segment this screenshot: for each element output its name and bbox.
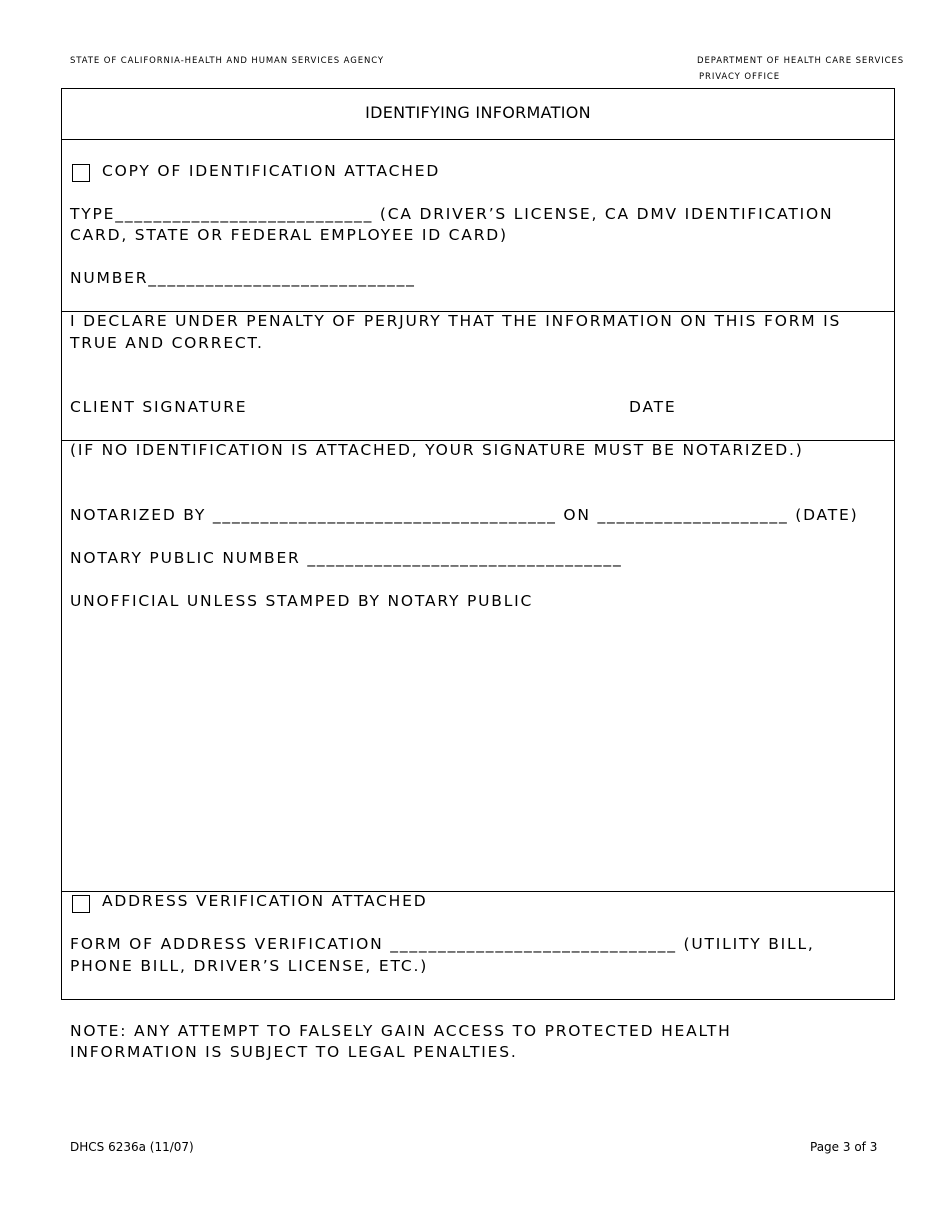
divider (62, 139, 894, 140)
form-id: DHCS 6236a (11/07) (70, 1140, 194, 1154)
legal-note-line-2: INFORMATION IS SUBJECT TO LEGAL PENALTIES. (70, 1043, 518, 1061)
client-signature-field[interactable]: CLIENT SIGNATURE (70, 398, 248, 416)
notary-public-number-field[interactable]: NOTARY PUBLIC NUMBER _________________________________ (70, 549, 623, 567)
identification-attached-label: COPY OF IDENTIFICATION ATTACHED (102, 162, 441, 180)
identifying-information-form (61, 88, 895, 1000)
office-header: PRIVACY OFFICE (699, 72, 781, 82)
id-type-examples: CARD, STATE OR FEDERAL EMPLOYEE ID CARD) (70, 226, 508, 244)
address-verification-form-field[interactable]: FORM OF ADDRESS VERIFICATION ______________________________ (UTILITY BILL, (70, 935, 815, 953)
id-number-field[interactable]: NUMBER____________________________ (70, 269, 416, 287)
identification-attached-checkbox[interactable] (72, 164, 90, 182)
agency-header: STATE OF CALIFORNIA-HEALTH AND HUMAN SERVICES AGENCY (70, 56, 385, 66)
department-header: DEPARTMENT OF HEALTH CARE SERVICES (697, 56, 905, 66)
legal-note (70, 1021, 732, 1063)
address-verification-checkbox[interactable] (72, 895, 90, 913)
declaration-text-2: TRUE AND CORRECT. (70, 334, 264, 352)
declaration-text: I DECLARE UNDER PENALTY OF PERJURY THAT THE INFORMATION ON THIS FORM IS (70, 312, 842, 330)
address-verification-label: ADDRESS VERIFICATION ATTACHED (102, 892, 428, 910)
address-verification-examples: PHONE BILL, DRIVER’S LICENSE, ETC.) (70, 957, 429, 975)
notarized-by-field[interactable]: NOTARIZED BY ____________________________________ ON ____________________ (DATE) (70, 506, 859, 524)
notary-instruction: (IF NO IDENTIFICATION IS ATTACHED, YOUR SIGNATURE MUST BE NOTARIZED.) (70, 441, 804, 459)
legal-note-line-1: NOTE: ANY ATTEMPT TO FALSELY GAIN ACCESS TO PROTECTED HEALTH (70, 1022, 732, 1040)
page-number: Page 3 of 3 (810, 1140, 878, 1154)
form-title: IDENTIFYING INFORMATION (365, 103, 591, 122)
notary-stamp-note: UNOFFICIAL UNLESS STAMPED BY NOTARY PUBLIC (70, 592, 534, 610)
signature-date-field[interactable]: DATE (629, 398, 677, 416)
id-type-field[interactable]: TYPE___________________________ (CA DRIVER’S LICENSE, CA DMV IDENTIFICATION (70, 205, 834, 223)
